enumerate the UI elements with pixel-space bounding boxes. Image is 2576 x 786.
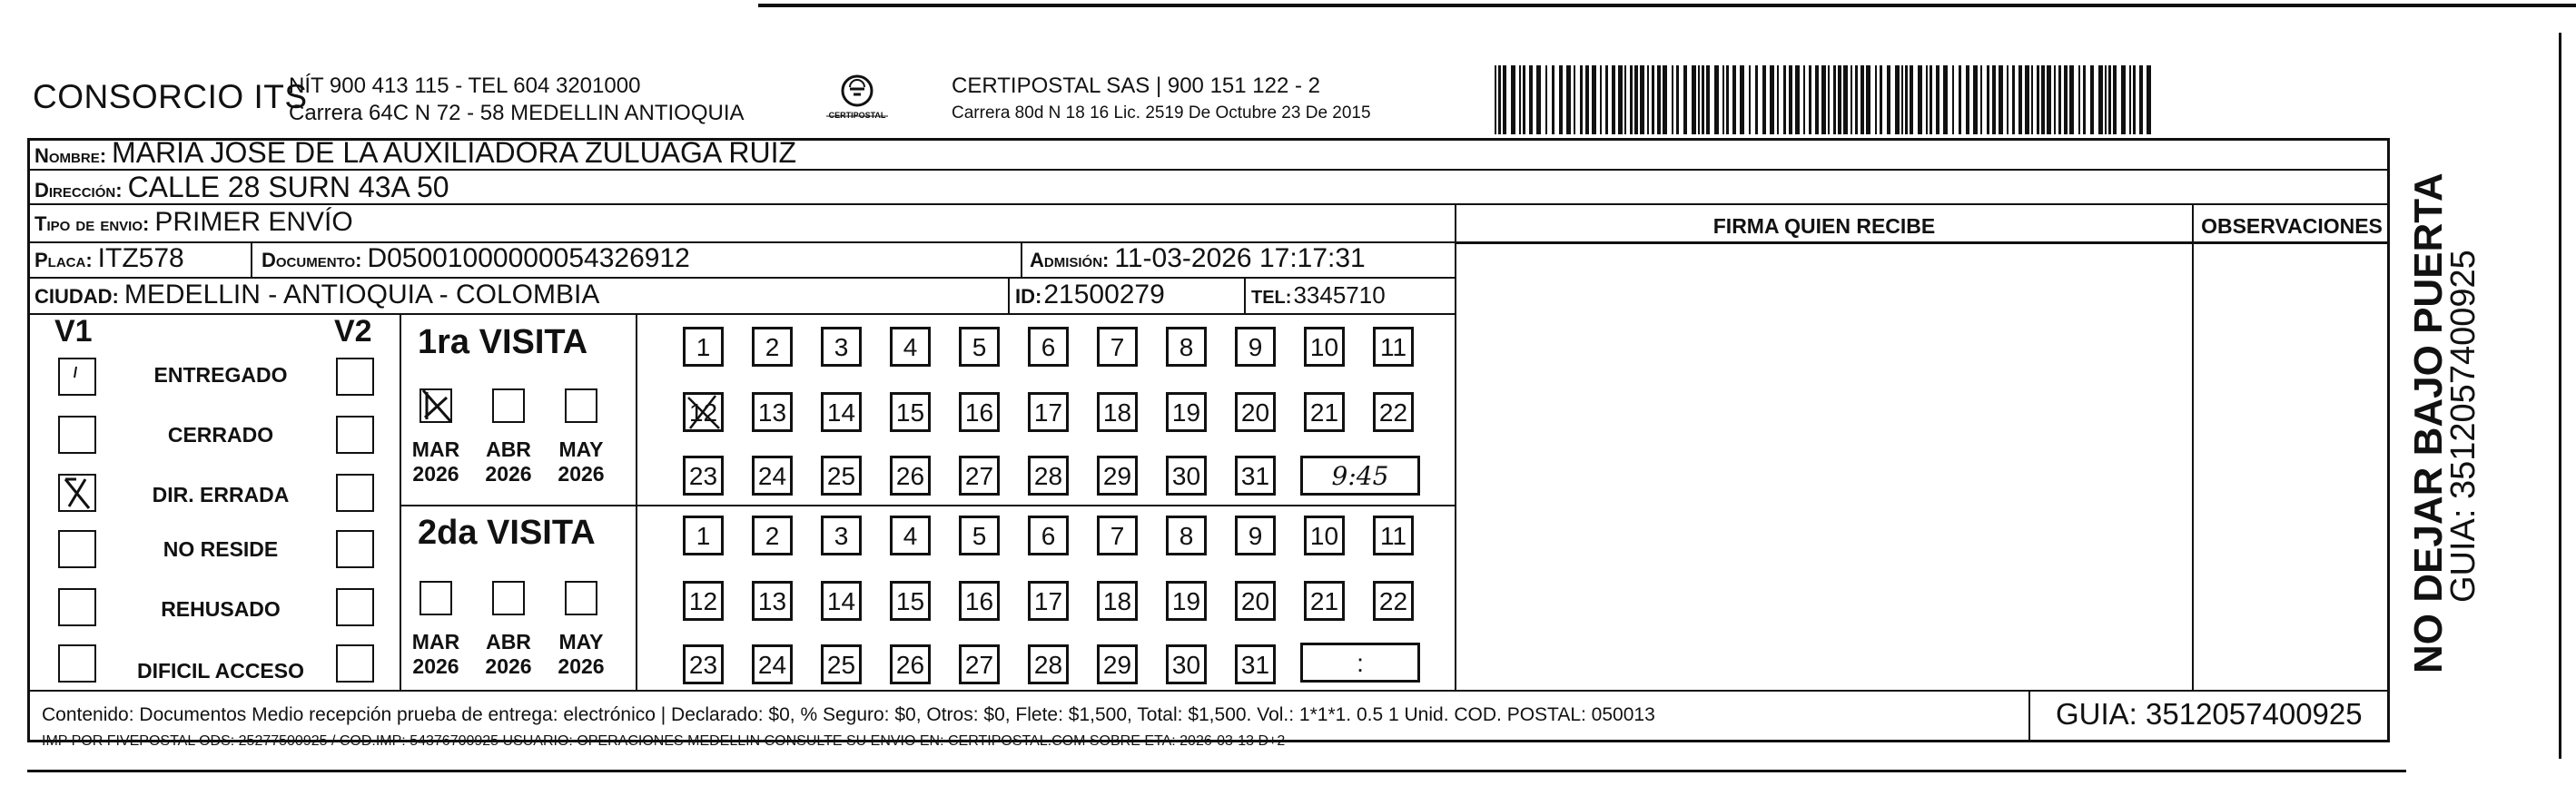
barcode-bar: [1866, 65, 1870, 134]
status-dificil-acceso: DIFICIL ACCESO: [136, 659, 304, 683]
barcode-bar: [1926, 65, 1928, 134]
direccion-value: CALLE 28 SURN 43A 50: [127, 171, 449, 203]
barcode-bar: [1833, 65, 1836, 134]
certi-line-1: CERTIPOSTAL SAS | 900 151 122 - 2: [952, 74, 1320, 98]
barcode-bar: [2069, 65, 2074, 134]
barcode-bar: [1498, 65, 1501, 134]
certi-line-2: Carrera 80d N 18 16 Lic. 2519 De Octubre 23 De 2015: [952, 103, 1371, 123]
v1-day-22[interactable]: 22: [1373, 392, 1414, 432]
v1-day-16[interactable]: 16: [959, 392, 1000, 432]
barcode-bar: [1749, 65, 1751, 134]
barcode-bar: [2054, 65, 2056, 134]
tipo-value: PRIMER ENVÍO: [154, 207, 353, 237]
barcode-bar: [1973, 65, 1978, 134]
v2-month-may: [556, 630, 607, 679]
documento-field: [262, 243, 690, 274]
v2-header: V2: [334, 314, 372, 349]
company-info: [289, 73, 745, 127]
ciudad-field: [35, 280, 599, 310]
placa-label: Placa:: [35, 249, 93, 271]
barcode-bar: [1762, 65, 1766, 134]
barcode-bar: [1640, 65, 1644, 134]
v2-day-6[interactable]: 6: [1028, 516, 1069, 555]
barcode-bar: [2018, 65, 2022, 134]
barcode-bar: [1552, 65, 1554, 134]
year-label: 2026: [485, 654, 532, 678]
barcode-bar: [1740, 65, 1744, 134]
v2-day-10[interactable]: 10: [1304, 516, 1345, 555]
barcode-bar: [2047, 65, 2051, 134]
barcode-bar: [1943, 65, 1948, 134]
barcode-bar: [2139, 65, 2143, 134]
barcode-bar: [1698, 65, 1700, 134]
tipo-label: Tipo de envio:: [35, 212, 150, 235]
barcode-bar: [1714, 65, 1719, 134]
imp-line: IMP POR FIVEPOSTAL ODS: 25277500925 / COD.IMP: 54376700925 USUARIO: OPERACIONES MEDELLIN CONSULTE SU ENVIO EN: CERTIPOSTAL.COM SOBRE ETA: 2026-03-13 D+2: [42, 733, 1286, 749]
primera-visita-title: 1ra VISITA: [418, 323, 588, 361]
v1-day-31[interactable]: 31: [1235, 456, 1276, 496]
v1-day-25[interactable]: 25: [821, 456, 862, 496]
admision-value: 11-03-2026 17:17:31: [1114, 243, 1366, 273]
barcode-bar: [1559, 65, 1563, 134]
barcode-bar: [1980, 65, 1982, 134]
v2-day-14[interactable]: 14: [821, 581, 862, 621]
barcode-bar: [2058, 65, 2061, 134]
v1-day-7[interactable]: 7: [1097, 327, 1138, 367]
side-guia-number: GUIA: 3512057400925: [2444, 250, 2482, 603]
barcode-bar: [1992, 65, 1996, 134]
tel-value: 3345710: [1293, 281, 1386, 309]
barcode-bar: [2121, 65, 2126, 134]
barcode-bar: [2133, 65, 2136, 134]
v2-day-15[interactable]: 15: [890, 581, 931, 621]
contenido-line: Contenido: Documentos Medio recepción prueba de entrega: electrónico | Declarado: $0, % Seguro: $0, Otros: $0, Flete: $1,500, Total: $1,500. Vol.: 1*1*1. 0.5 1 Unid. COD. POSTAL: 050013: [42, 704, 1655, 725]
v1-day-17[interactable]: 17: [1028, 392, 1069, 432]
v2-month-mar-checkbox[interactable]: [419, 581, 452, 615]
v2-day-1[interactable]: 1: [683, 516, 724, 555]
observaciones-header: OBSERVACIONES: [2201, 214, 2383, 238]
v2-day-3[interactable]: 3: [821, 516, 862, 555]
barcode-bar: [1732, 65, 1736, 134]
documento-value: D05001000000054326912: [367, 243, 690, 273]
v2-day-31[interactable]: 31: [1235, 644, 1276, 684]
barcode-bar: [1795, 65, 1800, 134]
bottom-rule: [27, 770, 2406, 772]
barcode-bar: [1663, 65, 1667, 134]
obs-divider: [2192, 205, 2194, 690]
barcode-bar: [1936, 65, 1939, 134]
barcode-bar: [1770, 65, 1774, 134]
barcode-bar: [1726, 65, 1729, 134]
barcode-bar: [1630, 65, 1633, 134]
barcode-bar: [1803, 65, 1805, 134]
col-divider: [251, 241, 252, 278]
v2-day-29[interactable]: 29: [1097, 644, 1138, 684]
id-label: ID:: [1015, 285, 1042, 308]
nit-line: NÍT 900 413 115 - TEL 604 3201000: [289, 74, 641, 98]
logo-text: CERTIPOSTAL: [828, 111, 886, 120]
year-label: 2026: [412, 654, 459, 678]
barcode-bar: [1875, 65, 1877, 134]
admision-label: Admisión:: [1030, 249, 1110, 271]
right-rule: [2559, 33, 2561, 759]
direccion-field: [35, 171, 449, 204]
rehusado-v2-checkbox[interactable]: [336, 588, 374, 626]
barcode: [1495, 65, 2152, 134]
barcode-bar: [1755, 65, 1758, 134]
v2-day-11[interactable]: 11: [1373, 516, 1414, 555]
ciudad-value: MEDELLIN - ANTIOQUIA - COLOMBIA: [123, 280, 600, 309]
tel-label: TEL:: [1251, 288, 1292, 308]
v1-day-26[interactable]: 26: [890, 456, 931, 496]
barcode-bar: [1887, 65, 1890, 134]
col-divider: [636, 314, 637, 690]
barcode-bar: [1692, 65, 1696, 134]
entregado-v2-checkbox[interactable]: [336, 358, 374, 396]
barcode-bar: [1519, 65, 1521, 134]
barcode-bar: [2037, 65, 2039, 134]
barcode-bar: [1783, 65, 1786, 134]
v1-day-3[interactable]: 3: [821, 327, 862, 367]
month-label: MAY: [558, 437, 604, 461]
year-label: 2026: [558, 654, 605, 678]
month-label: ABR: [486, 437, 531, 461]
barcode-bar: [2113, 65, 2117, 134]
col-divider: [1008, 278, 1010, 314]
v1-month-may: [556, 437, 607, 486]
barcode-bar: [1672, 65, 1673, 134]
no-dejar-bajo-puerta: NO DEJAR BAJO PUERTA: [2406, 172, 2451, 673]
barcode-bar: [1683, 65, 1687, 134]
top-rule: [758, 4, 2576, 7]
placa-value: ITZ578: [97, 243, 184, 273]
v1-month-abr-checkbox[interactable]: [492, 388, 525, 423]
barcode-bar: [1851, 65, 1852, 134]
v1-day-28[interactable]: 28: [1028, 456, 1069, 496]
v2-day-28[interactable]: 28: [1028, 644, 1069, 684]
v1-day-19[interactable]: 19: [1166, 392, 1207, 432]
v1-month-mar: [410, 437, 461, 486]
barcode-bar: [1652, 65, 1654, 134]
ciudad-label: CIUDAD:: [35, 285, 119, 308]
barcode-bar: [1930, 65, 1932, 134]
v1-month-abr: [483, 437, 534, 486]
direccion-label: Dirección:: [35, 179, 123, 201]
col-divider: [1244, 278, 1246, 314]
v1-time-field[interactable]: 9:45: [1300, 456, 1420, 496]
barcode-bar: [2031, 65, 2033, 134]
tipo-field: [35, 207, 353, 238]
v2-day-8[interactable]: 8: [1166, 516, 1207, 555]
v2-day-17[interactable]: 17: [1028, 581, 1069, 621]
barcode-bar: [1566, 65, 1571, 134]
barcode-bar: [1905, 65, 1908, 134]
v1-day-13[interactable]: 13: [752, 392, 793, 432]
v2-day-23[interactable]: 23: [683, 644, 724, 684]
segunda-visita-title: 2da VISITA: [418, 514, 596, 552]
barcode-bar: [2108, 65, 2111, 134]
v2-day-19[interactable]: 19: [1166, 581, 1207, 621]
v1-day-15[interactable]: 15: [890, 392, 931, 432]
row-divider: [27, 277, 1456, 279]
firma-divider: [1455, 205, 1456, 690]
year-label: 2026: [412, 462, 459, 486]
barcode-bar: [1918, 65, 1922, 134]
dificil-acceso-v2-checkbox[interactable]: [336, 644, 374, 683]
barcode-bar: [1647, 65, 1649, 134]
v1-day-2[interactable]: 2: [752, 327, 793, 367]
barcode-bar: [1860, 65, 1864, 134]
year-label: 2026: [558, 462, 605, 486]
status-rehusado: REHUSADO: [161, 597, 281, 621]
barcode-bar: [1545, 65, 1547, 134]
barcode-bar: [1605, 65, 1608, 134]
barcode-bar: [1855, 65, 1858, 134]
cross-mark-icon: [419, 388, 456, 425]
barcode-bar: [2012, 65, 2015, 134]
admision-field: [1030, 243, 1366, 274]
nombre-label: Nombre:: [35, 144, 107, 167]
barcode-bar: [1966, 65, 1969, 134]
barcode-bar: [1574, 65, 1575, 134]
barcode-bar: [2025, 65, 2029, 134]
barcode-bar: [1503, 65, 1506, 134]
v2-day-13[interactable]: 13: [752, 581, 793, 621]
v2-day-9[interactable]: 9: [1235, 516, 1276, 555]
month-label: MAR: [411, 437, 460, 461]
barcode-bar: [1657, 65, 1661, 134]
v1-day-23[interactable]: 23: [683, 456, 724, 496]
barcode-bar: [1612, 65, 1615, 134]
barcode-bar: [1706, 65, 1710, 134]
v1-day-18[interactable]: 18: [1097, 392, 1138, 432]
dir-errada-v2-checkbox[interactable]: [336, 474, 374, 512]
barcode-bar: [1910, 65, 1913, 134]
barcode-bar: [1722, 65, 1724, 134]
dificil-acceso-v1-checkbox[interactable]: [58, 644, 96, 683]
v2-day-12[interactable]: 12: [683, 581, 724, 621]
barcode-bar: [2129, 65, 2131, 134]
v1-day-20[interactable]: 20: [1235, 392, 1276, 432]
address-line: Carrera 64C N 72 - 58 MEDELLIN ANTIOQUIA: [289, 101, 745, 125]
barcode-bar: [2147, 65, 2151, 134]
barcode-bar: [1880, 65, 1882, 134]
v2-month-mar: [410, 630, 461, 679]
status-no-reside: NO RESIDE: [163, 537, 279, 561]
barcode-bar: [1828, 65, 1830, 134]
v1-day-29[interactable]: 29: [1097, 456, 1138, 496]
v1-day-21[interactable]: 21: [1304, 392, 1345, 432]
barcode-bar: [1838, 65, 1841, 134]
v2-month-may-checkbox[interactable]: [565, 581, 597, 615]
barcode-bar: [1600, 65, 1602, 134]
barcode-bar: [1676, 65, 1679, 134]
row-divider: [1456, 242, 2390, 244]
barcode-bar: [2041, 65, 2045, 134]
year-label: 2026: [485, 462, 532, 486]
barcode-bar: [2090, 65, 2094, 134]
guia-divider: [2028, 690, 2030, 742]
nombre-field: [35, 136, 796, 170]
barcode-bar: [1821, 65, 1826, 134]
row-divider: [27, 313, 1456, 315]
month-label: ABR: [486, 630, 531, 653]
barcode-bar: [1895, 65, 1900, 134]
status-dir-errada: DIR. ERRADA: [152, 483, 290, 506]
visit-divider: [400, 505, 1455, 506]
v2-day-24[interactable]: 24: [752, 644, 793, 684]
v1-day-12[interactable]: 12: [683, 392, 724, 432]
tel-field: [1251, 281, 1386, 309]
v1-day-30[interactable]: 30: [1166, 456, 1207, 496]
month-label: MAR: [411, 630, 460, 653]
v2-day-5[interactable]: 5: [959, 516, 1000, 555]
v2-month-abr-checkbox[interactable]: [492, 581, 525, 615]
cerrado-v1-checkbox[interactable]: [58, 416, 96, 454]
cross-mark-icon: [58, 474, 96, 512]
nombre-value: MARIA JOSE DE LA AUXILIADORA ZULUAGA RUIZ: [112, 136, 797, 169]
cerrado-v2-checkbox[interactable]: [336, 416, 374, 454]
status-cerrado: CERRADO: [167, 423, 274, 447]
barcode-bar: [1789, 65, 1792, 134]
guia-number: GUIA: 3512057400925: [2056, 697, 2363, 731]
barcode-bar: [1511, 65, 1515, 134]
barcode-bar: [1952, 65, 1954, 134]
v1-month-may-checkbox[interactable]: [565, 388, 597, 423]
barcode-bar: [1777, 65, 1779, 134]
barcode-bar: [1843, 65, 1848, 134]
v2-day-26[interactable]: 26: [890, 644, 931, 684]
no-reside-v2-checkbox[interactable]: [336, 530, 374, 568]
v1-day-6[interactable]: 6: [1028, 327, 1069, 367]
barcode-bar: [1536, 65, 1541, 134]
v1-day-10[interactable]: 10: [1304, 327, 1345, 367]
no-reside-v1-checkbox[interactable]: [58, 530, 96, 568]
barcode-bar: [1624, 65, 1626, 134]
barcode-bar: [1634, 65, 1638, 134]
barcode-bar: [1523, 65, 1525, 134]
documento-label: Documento:: [262, 249, 362, 271]
v1-day-1[interactable]: 1: [683, 327, 724, 367]
rehusado-v1-checkbox[interactable]: [58, 588, 96, 626]
v1-day-5[interactable]: 5: [959, 327, 1000, 367]
footer-divider: [27, 690, 2390, 692]
barcode-bar: [1592, 65, 1596, 134]
barcode-bar: [1999, 65, 2003, 134]
v2-month-abr: [483, 630, 534, 679]
v1-day-24[interactable]: 24: [752, 456, 793, 496]
barcode-bar: [1959, 65, 1961, 134]
barcode-bar: [1987, 65, 1989, 134]
barcode-bar: [1585, 65, 1589, 134]
id-field: [1015, 280, 1165, 310]
barcode-bar: [1815, 65, 1819, 134]
barcode-bar: [2007, 65, 2008, 134]
col-divider: [1021, 241, 1022, 278]
v1-day-4[interactable]: 4: [890, 327, 931, 367]
status-entregado: ENTREGADO: [153, 363, 288, 387]
v1-day-14[interactable]: 14: [821, 392, 862, 432]
barcode-bar: [2078, 65, 2080, 134]
v2-day-22[interactable]: 22: [1373, 581, 1414, 621]
col-divider: [400, 314, 401, 690]
barcode-bar: [1495, 65, 1496, 134]
v2-day-4[interactable]: 4: [890, 516, 931, 555]
v2-day-18[interactable]: 18: [1097, 581, 1138, 621]
barcode-bar: [2083, 65, 2086, 134]
barcode-bar: [1901, 65, 1903, 134]
v2-day-30[interactable]: 30: [1166, 644, 1207, 684]
barcode-bar: [1618, 65, 1623, 134]
v1-day-9[interactable]: 9: [1235, 327, 1276, 367]
barcode-bar: [1529, 65, 1533, 134]
v2-day-20[interactable]: 20: [1235, 581, 1276, 621]
certipostal-info: [952, 73, 1371, 127]
barcode-bar: [1702, 65, 1704, 134]
v1-header: V1: [54, 314, 93, 349]
v1-day-11[interactable]: 11: [1373, 327, 1414, 367]
v1-day-8[interactable]: 8: [1166, 327, 1207, 367]
v2-day-27[interactable]: 27: [959, 644, 1000, 684]
barcode-bar: [2105, 65, 2107, 134]
firma-header: FIRMA QUIEN RECIBE: [1712, 214, 1936, 238]
v2-time-field[interactable]: :: [1300, 643, 1420, 683]
barcode-bar: [1580, 65, 1583, 134]
v2-day-7[interactable]: 7: [1097, 516, 1138, 555]
id-value: 21500279: [1043, 280, 1165, 309]
v2-day-25[interactable]: 25: [821, 644, 862, 684]
month-label: MAY: [558, 630, 604, 653]
barcode-bar: [1809, 65, 1811, 134]
v2-day-16[interactable]: 16: [959, 581, 1000, 621]
barcode-bar: [2098, 65, 2103, 134]
barcode-bar: [2064, 65, 2068, 134]
v2-day-21[interactable]: 21: [1304, 581, 1345, 621]
v1-day-27[interactable]: 27: [959, 456, 1000, 496]
tick-mark-icon: [58, 358, 96, 396]
v2-day-2[interactable]: 2: [752, 516, 793, 555]
cross-mark-icon: [683, 392, 725, 434]
company-name: CONSORCIO ITS: [33, 78, 308, 115]
placa-field: [35, 243, 184, 274]
